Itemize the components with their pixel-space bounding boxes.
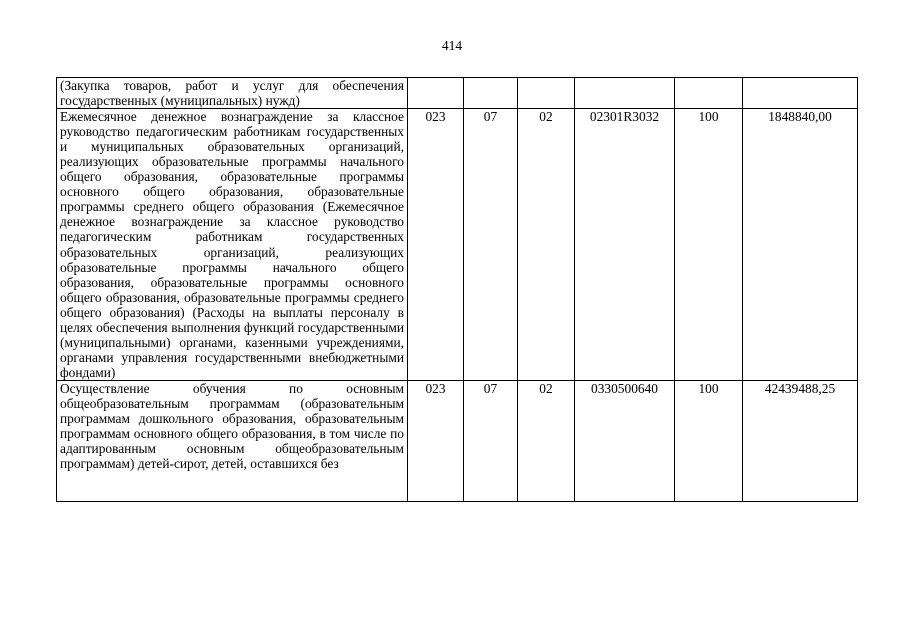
amount: 1848840,00 (743, 109, 858, 381)
table-row (57, 109, 858, 381)
table-row (57, 380, 858, 501)
target-article-code (575, 78, 675, 109)
ministry-code: 023 (408, 109, 464, 381)
target-article-code: 0330500640 (575, 380, 675, 501)
row-description: Ежемесячное денежное вознаграждение за классное руководство педагогическим работникам государственных и муниципальных образовательных организаций, реализующих образовательные программы начального общего образования, образовательные программы основного общего образования, образовательные программы среднего общего образования (Ежемесячное денежное вознаграждение за классное руководство педагогическим работникам государственных образовательных организаций, реализующих образовательные программы начального общего образования, образовательные программы основного общего образования, образовательные программы среднего общего образования) (Расходы на выплаты персоналу в целях обеспечения выполнения функций государственными (муниципальными) органами, казенными учреждениями, органами управления государственными внебюджетными фондами) (57, 109, 408, 381)
ministry-code (408, 78, 464, 109)
row-description-cell (57, 380, 408, 501)
row-description: (Закупка товаров, работ и услуг для обеспечения государственных (муниципальных) нужд) (57, 78, 408, 109)
section-code: 07 (464, 109, 518, 381)
subsection-code: 02 (518, 380, 575, 501)
section-code: 07 (464, 380, 518, 501)
row-description: Осуществление обучения по основным общеобразовательным программам (образовательным программам дошкольного образования, образовательным программам основного общего образования, в том числе по адаптированным основным общеобразовательным программам) детей-сирот, детей, оставшихся без (60, 380, 404, 472)
budget-table (56, 77, 858, 502)
amount: 42439488,25 (743, 380, 858, 501)
page-number: 414 (441, 38, 463, 53)
subsection-code: 02 (518, 109, 575, 381)
amount (743, 78, 858, 109)
ministry-code: 023 (408, 380, 464, 501)
target-article-code: 02301R3032 (575, 109, 675, 381)
expense-type-code: 100 (675, 380, 743, 501)
expense-type-code: 100 (675, 109, 743, 381)
expense-type-code (675, 78, 743, 109)
section-code (464, 78, 518, 109)
table-row (57, 78, 858, 109)
subsection-code (518, 78, 575, 109)
